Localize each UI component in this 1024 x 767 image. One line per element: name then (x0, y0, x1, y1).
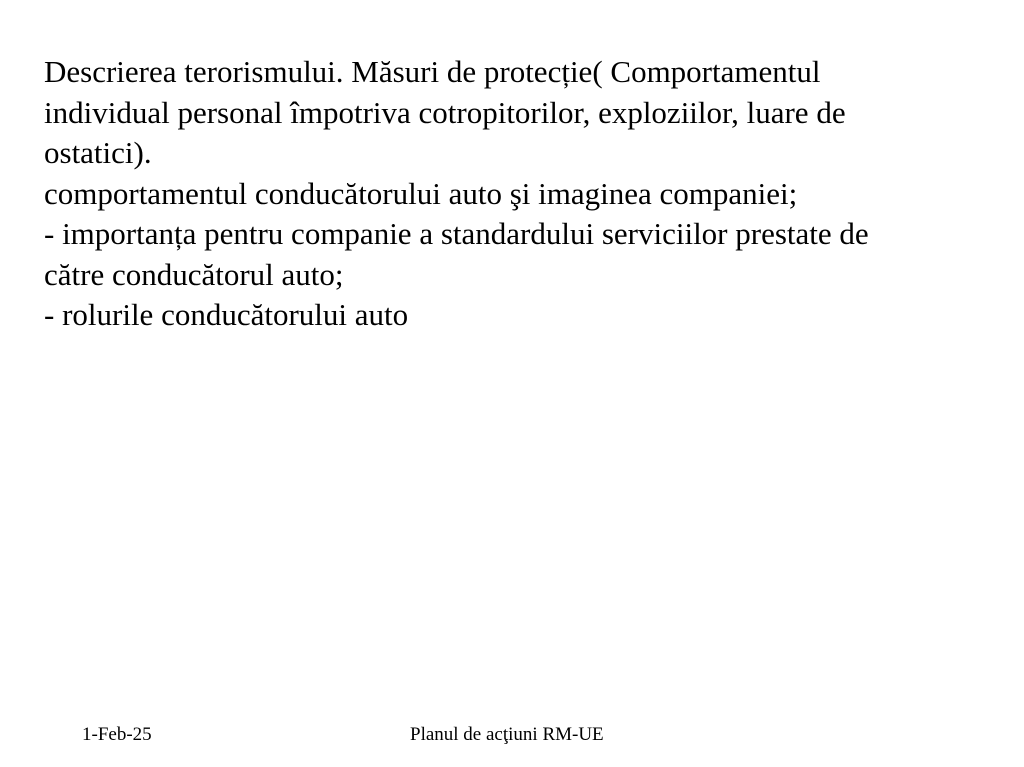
footer-date: 1-Feb-25 (82, 724, 152, 745)
slide-body-text (44, 52, 1004, 336)
body-line-6: către conducătorul auto; (44, 256, 344, 292)
body-line-4: comportamentul conducătorului auto şi imaginea companiei; (44, 175, 798, 211)
body-line-7: - rolurile conducătorului auto (44, 297, 409, 332)
body-line-3: ostatici). (44, 135, 152, 170)
footer-title: Planul de acţiuni RM-UE (410, 724, 604, 745)
body-line-1: Descrierea terorismului. Măsuri de protecție( Comportamentul (44, 54, 821, 89)
body-line-5: - importanța pentru companie a standardului serviciilor prestate de (44, 216, 869, 251)
body-line-2: individual personal împotriva cotropitorilor, exploziilor, luare de (44, 94, 846, 130)
